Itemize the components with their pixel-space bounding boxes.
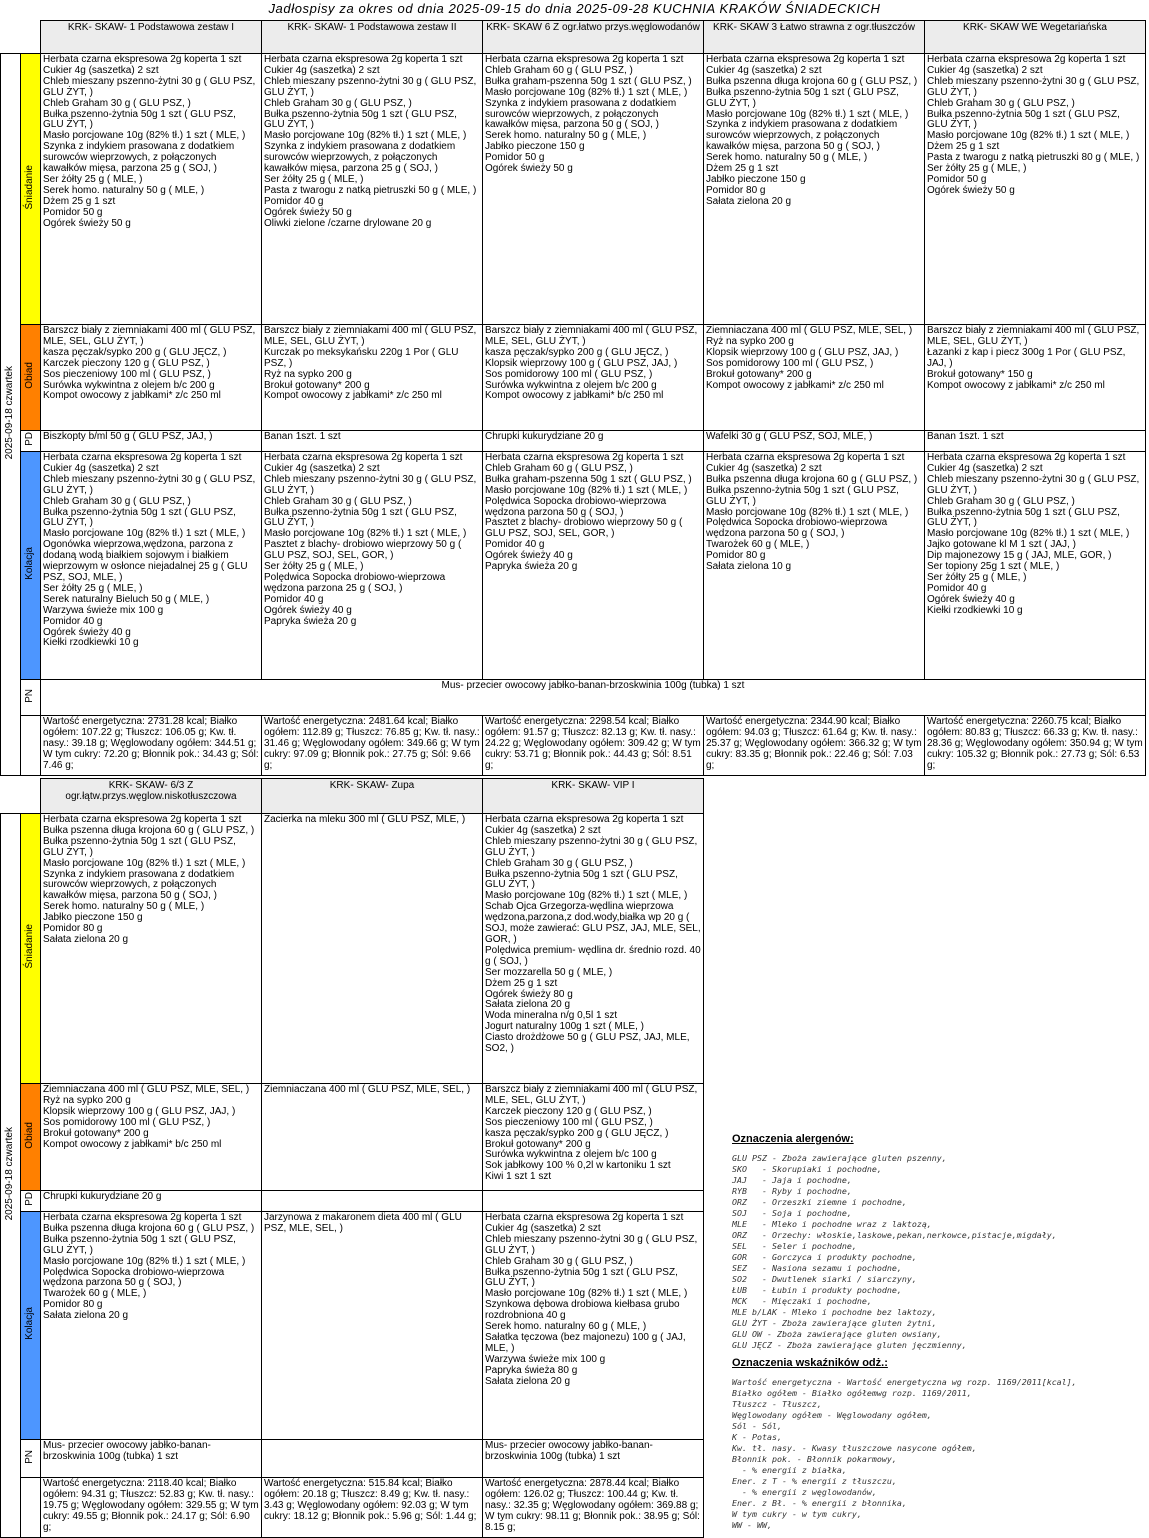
- allergen-item: MLE - Mleko i pochodne wraz z laktozą,: [732, 1219, 932, 1229]
- menu-cell: Herbata czarna ekspresowa 2g koperta 1 szt Chleb Graham 60 g ( GLU PSZ, ) Bułka graham-pszenna 50g 1 szt ( GLU PSZ, ) Masło porcjowane 10g (82% tł.) 1 szt ( MLE, ) Polędwica Sopocka drobiowo-wieprzowa wędzona parzona 50 g ( SOJ, ) Pasztet z blachy- drobiowo wieprzowy 50 g ( GLU PSZ, SOJ, SEL, GOR, ) Pomidor 40 g Ogórek świeży 40 g Papryka świeża 20 g: [483, 452, 704, 680]
- menu-cell: Zacierka na mleku 300 ml ( GLU PSZ, MLE, ): [262, 814, 483, 1084]
- menu-cell: Herbata czarna ekspresowa 2g koperta 1 szt Cukier 4g (saszetka) 2 szt Chleb mieszany pszenno-żytni 30 g ( GLU PSZ, GLU ŻYT, ) Chleb Graham 30 g ( GLU PSZ, ) Bułka pszenno-żytnia 50g 1 szt ( GLU PSZ, GLU ŻYT, ) Masło porcjowane 10g (82% tł.) 1 szt ( MLE, ) Pasztet z blachy- drobiowo wieprzowy 50 g ( GLU PSZ, SOJ, SEL, GOR, ) Ser żółty 25 g ( MLE, ) Polędwica Sopocka drobiowo-wieprzowa wędzona parzona 25 g ( SOJ, ) Pomidor 40 g Ogórek świeży 40 g Papryka świeża 20 g: [262, 452, 483, 680]
- row-nutrition: [1, 716, 1146, 776]
- menu-cell: Herbata czarna ekspresowa 2g koperta 1 szt Bułka pszenna długa krojona 60 g ( GLU PSZ, ) Bułka pszenno-żytnia 50g 1 szt ( GLU PSZ, GLU ŻYT, ) Masło porcjowane 10g (82% tł.) 1 szt ( MLE, ) Szynka z indykiem prasowana z dodatkiem surowców wieprzowych, z połączonych kawałków mięsa, parzona 50 g ( SOJ, ) Serek homo. naturalny 50 g ( MLE, ) Jabłko pieczone 150 g Pomidor 80 g Sałata zielona 20 g: [41, 814, 262, 1084]
- allergen-item: ŁUB - Łubin i produkty pochodne,: [732, 1285, 902, 1295]
- allergen-item: SEZ - Nasiona sezamu i pochodne,: [732, 1263, 902, 1273]
- date-label: 2025-09-18 czwartek: [4, 365, 16, 460]
- menu-cell: Wafelki 30 g ( GLU PSZ, SOJ, MLE, ): [704, 431, 925, 452]
- menu-cell: Ziemniaczana 400 ml ( GLU PSZ, MLE, SEL, ) Ryż na sypko 200 g Klopsik wieprzowy 100 g ( GLU PSZ, JAJ, ) Sos pomidorowy 100 ml ( GLU PSZ, ) Brokuł gotowany* 200 g Kompot owocowy z jabłkami* z/c 250 ml: [704, 325, 925, 431]
- nutrition-cell: Wartość energetyczna: 2481.64 kcal; Białko ogółem: 112.89 g; Tłuszcz: 76.85 g; Kw. tł. nasy.: 31.46 g; Węglowodany ogółem: 349.66 g; W tym cukry: 97.09 g; Błonnik pok.: 27.75 g; Sól: 9.66 g;: [262, 716, 483, 776]
- diet-header: KRK- SKAW- Zupa: [262, 779, 483, 814]
- menu-table-2: [0, 778, 704, 1538]
- header-row: [1, 21, 1146, 54]
- menu-cell: Barszcz biały z ziemniakami 400 ml ( GLU PSZ, MLE, SEL, GLU ŻYT, ) kasza pęczak/sypko 200 g ( GLU JĘCZ, ) Klopsik wieprzowy 100 g ( GLU PSZ, JAJ, ) Sos pomidorowy 100 ml ( GLU PSZ, ) Surówka wykwintna z olejem b/c 200 g Kompot owocowy z jabłkami* b/c 250 ml: [483, 325, 704, 431]
- allergen-legend-title: Oznaczenia alergenów:: [732, 1133, 854, 1145]
- diet-header: KRK- SKAW- 1 Podstawowa zestaw II: [262, 21, 483, 54]
- indicator-item: Błonnik pok. - Błonnik pokarmowy,: [732, 1454, 897, 1464]
- row-obiad: [1, 325, 1146, 431]
- allergen-item: MLE b/LAK - Mleko i pochodne bez laktozy,: [732, 1307, 937, 1317]
- menu-cell: Ziemniaczana 400 ml ( GLU PSZ, MLE, SEL, ): [262, 1084, 483, 1191]
- diet-header: KRK- SKAW WE Wegetariańska: [925, 21, 1146, 54]
- nutrition-cell: Wartość energetyczna: 2878.44 kcal; Białko ogółem: 126.02 g; Tłuszcz: 100.44 g; Kw. tł. nasy.: 32.35 g; Węglowodany ogółem: 369.88 g; W tym cukry: 98.11 g; Błonnik pok.: 38.95 g; Sól: 8.15 g;: [483, 1478, 704, 1538]
- meal-label-pd: PD: [21, 431, 41, 452]
- allergen-item: SKO - Skorupiaki i pochodne,: [732, 1164, 882, 1174]
- menu-cell: [262, 1191, 483, 1212]
- indicator-item: Tłuszcz - Tłuszcz,: [732, 1399, 822, 1409]
- menu-cell: Banan 1szt. 1 szt: [262, 431, 483, 452]
- row-kolacja: [1, 1212, 704, 1440]
- indicator-item: WW - WW,: [732, 1520, 772, 1530]
- indicator-item: Ener. z Bł. - % energii z błonnika,: [732, 1498, 907, 1508]
- nutrition-cell: Wartość energetyczna: 2298.54 kcal; Białko ogółem: 91.57 g; Tłuszcz: 82.13 g; Kw. tł. nasy.: 24.22 g; Węglowodany ogółem: 309.42 g; W tym cukry: 53.71 g; Błonnik pok.: 44.43 g; Sól: 8.51 g;: [483, 716, 704, 776]
- diet-header: KRK- SKAW- 6/3 Z ogr.łątw.przys.węglow.niskotłuszczowa: [41, 779, 262, 814]
- menu-cell: Chrupki kukurydziane 20 g: [41, 1191, 262, 1212]
- allergen-item: GLU OW - Zboża zawierające gluten owsiany,: [732, 1329, 942, 1339]
- menu-cell: Ziemniaczana 400 ml ( GLU PSZ, MLE, SEL, ) Ryż na sypko 200 g Klopsik wieprzowy 100 g ( GLU PSZ, JAJ, ) Sos pomidorowy 100 ml ( GLU PSZ, ) Brokuł gotowany* 200 g Kompot owocowy z jabłkami* b/c 250 ml: [41, 1084, 262, 1191]
- allergen-item: GLU JĘCZ - Zboża zawierające gluten jęczmienny,: [732, 1340, 967, 1350]
- menu-cell: Herbata czarna ekspresowa 2g koperta 1 szt Cukier 4g (saszetka) 2 szt Chleb mieszany pszenno-żytni 30 g ( GLU PSZ, GLU ŻYT, ) Chleb Graham 30 g ( GLU PSZ, ) Bułka pszenno-żytnia 50g 1 szt ( GLU PSZ, GLU ŻYT, ) Masło porcjowane 10g (82% tł.) 1 szt ( MLE, ) Ogonówka wieprzowa,wędzona, parzona z dodaną wodą białkiem sojowym i białkiem wieprzowym w osłonce niejadalnej 25 g ( GLU PSZ, SOJ, MLE, ) Ser żółty 25 g ( MLE, ) Serek naturalny Bieluch 50 g ( MLE, ) Warzywa świeże mix 100 g Pomidor 40 g Ogórek świeży 40 g Kiełki rzodkiewki 10 g: [41, 452, 262, 680]
- indicator-item: - % energii z węglowodanów,: [732, 1487, 877, 1497]
- menu-cell: Herbata czarna ekspresowa 2g koperta 1 szt Cukier 4g (saszetka) 2 szt Chleb mieszany pszenno-żytni 30 g ( GLU PSZ, GLU ŻYT, ) Chleb Graham 30 g ( GLU PSZ, ) Bułka pszenno-żytnia 50g 1 szt ( GLU PSZ, GLU ŻYT, ) Masło porcjowane 10g (82% tł.) 1 szt ( MLE, ) Szynkowa dębowa drobiowa kiełbasa grubo rozdrobniona 40 g Serek homo. naturalny 60 g ( MLE, ) Sałatka tęczowa (bez majonezu) 100 g ( JAJ, MLE, ) Warzywa świeże mix 100 g Papryka świeża 80 g Sałata zielona 20 g: [483, 1212, 704, 1440]
- menu-cell: Banan 1szt. 1 szt: [925, 431, 1146, 452]
- meal-label-kolacja: Kolacja: [21, 1212, 41, 1440]
- diet-header: KRK- SKAW- VIP I: [483, 779, 704, 814]
- row-sniadanie: [1, 814, 704, 1084]
- allergen-item: SEL - Seler i pochodne,: [732, 1241, 857, 1251]
- row-obiad: [1, 1084, 704, 1191]
- page-title: Jadłospisy za okres od dnia 2025-09-15 do dnia 2025-09-28 KUCHNIA KRAKÓW ŚNIADECKICH: [268, 1, 881, 16]
- allergen-item: GOR - Gorczyca i produkty pochodne,: [732, 1252, 917, 1262]
- nutrition-cell: Wartość energetyczna: 2118.40 kcal; Białko ogółem: 94.31 g; Tłuszcz: 52.83 g; Kw. tł. nasy.: 19.75 g; Węglowodany ogółem: 329.55 g; W tym cukry: 49.55 g; Błonnik pok.: 24.17 g; Sól: 6.90 g;: [41, 1478, 262, 1538]
- diet-header: KRK- SKAW 3 Łatwo strawna z ogr.tłuszczów: [704, 21, 925, 54]
- date-cell: [1, 54, 21, 776]
- menu-cell-pn: Mus- przecier owocowy jabłko-banan-brzoskwinia 100g (tubka) 1 szt: [41, 1440, 262, 1478]
- menu-cell-pn: Mus- przecier owocowy jabłko-banan-brzoskwinia 100g (tubka) 1 szt: [483, 1440, 704, 1478]
- allergen-item: GLU ŻYT - Zboża zawierające gluten żytni,: [732, 1318, 937, 1328]
- row-sniadanie: [1, 54, 1146, 325]
- allergen-item: JAJ - Jaja i pochodne,: [732, 1175, 852, 1185]
- allergen-item: SOJ - Soja i pochodne,: [732, 1208, 852, 1218]
- indicator-item: Białko ogółem - Białko ogółemwg rozp. 1169/2011,: [732, 1388, 972, 1398]
- menu-cell: Biszkopty b/ml 50 g ( GLU PSZ, JAJ, ): [41, 431, 262, 452]
- allergen-list: [732, 1153, 1142, 1351]
- allergen-item: ORZ - Orzechy: włoskie,laskowe,pekan,nerkowce,pistacje,migdały,: [732, 1230, 1057, 1240]
- diet-header: KRK- SKAW 6 Z ogr.łatwo przys.węglowodanów: [483, 21, 704, 54]
- row-pd: [1, 431, 1146, 452]
- menu-cell: Chrupki kukurydziane 20 g: [483, 431, 704, 452]
- meal-label-kolacja: Kolacja: [21, 452, 41, 680]
- menu-cell: [483, 1191, 704, 1212]
- date-label: 2025-09-18 czwartek: [4, 1126, 16, 1221]
- meal-label-pn: PN: [21, 1440, 41, 1478]
- row-pd: [1, 1191, 704, 1212]
- menu-cell-pn: Mus- przecier owocowy jabłko-banan-brzoskwinia 100g (tubka) 1 szt: [41, 680, 1146, 716]
- meal-label-obiad: Obiad: [21, 1084, 41, 1191]
- nutrition-cell: Wartość energetyczna: 2344.90 kcal; Białko ogółem: 94.03 g; Tłuszcz: 61.64 g; Kw. tł. nasy.: 25.37 g; Węglowodany ogółem: 366.32 g; W tym cukry: 83.35 g; Błonnik pok.: 22.46 g; Sól: 7.03 g;: [704, 716, 925, 776]
- indicator-legend-title: Oznaczenia wskaźników odż.:: [732, 1357, 888, 1369]
- indicator-list: [732, 1377, 1142, 1531]
- indicator-item: Sól - Sól,: [732, 1421, 782, 1431]
- indicator-item: Ener. z T - % energii z tłuszczu,: [732, 1476, 897, 1486]
- menu-cell: Herbata czarna ekspresowa 2g koperta 1 szt Bułka pszenna długa krojona 60 g ( GLU PSZ, ) Bułka pszenno-żytnia 50g 1 szt ( GLU PSZ, GLU ŻYT, ) Masło porcjowane 10g (82% tł.) 1 szt ( MLE, ) Polędwica Sopocka drobiowo-wieprzowa wędzona parzona 50 g ( SOJ, ) Twarożek 60 g ( MLE, ) Pomidor 80 g Sałata zielona 20 g: [41, 1212, 262, 1440]
- nutrition-cell: Wartość energetyczna: 2731.28 kcal; Białko ogółem: 107.22 g; Tłuszcz: 106.05 g; Kw. tł. nasy.: 39.18 g; Węglowodany ogółem: 344.51 g; W tym cukry: 72.20 g; Błonnik pok.: 34.43 g; Sól: 7.46 g;: [41, 716, 262, 776]
- row-pn: [1, 1440, 704, 1478]
- menu-cell: Herbata czarna ekspresowa 2g koperta 1 szt Cukier 4g (saszetka) 2 szt Chleb mieszany pszenno-żytni 30 g ( GLU PSZ, GLU ŻYT, ) Chleb Graham 30 g ( GLU PSZ, ) Bułka pszenno-żytnia 50g 1 szt ( GLU PSZ, GLU ŻYT, ) Masło porcjowane 10g (82% tł.) 1 szt ( MLE, ) Schab Ojca Grzegorza-wędlina wieprzowa wędzona,parzona,z dod.wody,białka wp 20 g ( SOJ, może zawierać: GLU PSZ, JAJ, MLE, SEL, GOR, ) Polędwica premium- wędlina dr. średnio rozd. 40 g ( SOJ, ) Ser mozzarella 50 g ( MLE, ) Dżem 25 g 1 szt Ogórek świeży 80 g Sałata zielona 20 g Woda mineralna n/g 0,5l 1 szt Jogurt naturalny 100g 1 szt ( MLE, ) Ciasto drożdżowe 50 g ( GLU PSZ, JAJ, MLE, SO2, ): [483, 814, 704, 1084]
- menu-cell: Herbata czarna ekspresowa 2g koperta 1 szt Cukier 4g (saszetka) 2 szt Chleb mieszany pszenno-żytni 30 g ( GLU PSZ, GLU ŻYT, ) Chleb Graham 30 g ( GLU PSZ, ) Bułka pszenno-żytnia 50g 1 szt ( GLU PSZ, GLU ŻYT, ) Masło porcjowane 10g (82% tł.) 1 szt ( MLE, ) Szynka z indykiem prasowana z dodatkiem surowców wieprzowych, z połączonych kawałków mięsa, parzona 25 g ( SOJ, ) Ser żółty 25 g ( MLE, ) Pasta z twarogu z natką pietruszki 50 g ( MLE, ) Pomidor 40 g Ogórek świeży 50 g Oliwki zielone /czarne drylowane 20 g: [262, 54, 483, 325]
- nutrition-cell: Wartość energetyczna: 515.84 kcal; Białko ogółem: 20.18 g; Tłuszcz: 8.49 g; Kw. tł. nasy.: 3.43 g; Węglowodany ogółem: 92.03 g; W tym cukry: 18.12 g; Błonnik pok.: 5.96 g; Sól: 1.44 g;: [262, 1478, 483, 1538]
- menu-cell: Barszcz biały z ziemniakami 400 ml ( GLU PSZ, MLE, SEL, GLU ŻYT, ) Karczek pieczony 120 g ( GLU PSZ, ) Sos pieczeniowy 100 ml ( GLU PSZ, ) kasza pęczak/sypko 200 g ( GLU JĘCZ, ) Brokuł gotowany* 200 g Surówka wykwintna z olejem b/c 100 g Sok jabłkowy 100 % 0,2l w kartoniku 1 szt Kiwi 1 szt 1 szt: [483, 1084, 704, 1191]
- row-kolacja: [1, 452, 1146, 680]
- meal-label-sniadanie: Śniadanie: [21, 814, 41, 1084]
- indicator-item: Wartość energetyczna - Wartość energetyczna wg rozp. 1169/2011[kcal],: [732, 1377, 1077, 1387]
- menu-cell: Herbata czarna ekspresowa 2g koperta 1 szt Cukier 4g (saszetka) 2 szt Chleb mieszany pszenno-żytni 30 g ( GLU PSZ, GLU ŻYT, ) Chleb Graham 30 g ( GLU PSZ, ) Bułka pszenno-żytnia 50g 1 szt ( GLU PSZ, GLU ŻYT, ) Masło porcjowane 10g (82% tł.) 1 szt ( MLE, ) Jajko gotowane kl M 1 szt ( JAJ, ) Dip majonezowy 15 g ( JAJ, MLE, GOR, ) Ser topiony 25g 1 szt ( MLE, ) Ser żółty 25 g ( MLE, ) Pomidor 40 g Ogórek świeży 40 g Kiełki rzodkiewki 10 g: [925, 452, 1146, 680]
- date-cell: [1, 814, 21, 1538]
- menu-cell: Herbata czarna ekspresowa 2g koperta 1 szt Cukier 4g (saszetka) 2 szt Chleb mieszany pszenno-żytni 30 g ( GLU PSZ, GLU ŻYT, ) Chleb Graham 30 g ( GLU PSZ, ) Bułka pszenno-żytnia 50g 1 szt ( GLU PSZ, GLU ŻYT, ) Masło porcjowane 10g (82% tł.) 1 szt ( MLE, ) Szynka z indykiem prasowana z dodatkiem surowców wieprzowych, z połączonych kawałków mięsa, parzona 25 g ( SOJ, ) Ser żółty 25 g ( MLE, ) Serek homo. naturalny 50 g ( MLE, ) Dżem 25 g 1 szt Pomidor 50 g Ogórek świeży 50 g: [41, 54, 262, 325]
- indicator-item: K - Potas,: [732, 1432, 782, 1442]
- menu-cell: Herbata czarna ekspresowa 2g koperta 1 szt Cukier 4g (saszetka) 2 szt Bułka pszenna długa krojona 60 g ( GLU PSZ, ) Bułka pszenno-żytnia 50g 1 szt ( GLU PSZ, GLU ŻYT, ) Masło porcjowane 10g (82% tł.) 1 szt ( MLE, ) Polędwica Sopocka drobiowo-wieprzowa wędzona parzona 50 g ( SOJ, ) Twarożek 60 g ( MLE, ) Pomidor 80 g Sałata zielona 10 g: [704, 452, 925, 680]
- menu-cell: Jarzynowa z makaronem dieta 400 ml ( GLU PSZ, MLE, SEL, ): [262, 1212, 483, 1440]
- allergen-item: GLU PSZ - Zboża zawierające gluten pszenny,: [732, 1153, 947, 1163]
- meal-label-sniadanie: Śniadanie: [21, 54, 41, 325]
- menu-cell-pn: [262, 1440, 483, 1478]
- allergen-item: SO2 - Dwutlenek siarki / siarczyny,: [732, 1274, 917, 1284]
- menu-cell: Herbata czarna ekspresowa 2g koperta 1 szt Chleb Graham 60 g ( GLU PSZ, ) Bułka graham-pszenna 50g 1 szt ( GLU PSZ, ) Masło porcjowane 10g (82% tł.) 1 szt ( MLE, ) Szynka z indykiem prasowana z dodatkiem surowców wieprzowych, z połączonych kawałków mięsa, parzona 50 g ( SOJ, ) Serek homo. naturalny 50 g ( MLE, ) Jabłko pieczone 150 g Pomidor 50 g Ogórek świeży 50 g: [483, 54, 704, 325]
- menu-cell: Barszcz biały z ziemniakami 400 ml ( GLU PSZ, MLE, SEL, GLU ŻYT, ) Kurczak po meksykańsku 220g 1 Por ( GLU PSZ, ) Ryż na sypko 200 g Brokuł gotowany* 200 g Kompot owocowy z jabłkami* z/c 250 ml: [262, 325, 483, 431]
- allergen-item: MCK - Mięczaki i pochodne,: [732, 1296, 872, 1306]
- indicator-item: - % energii z białka,: [732, 1465, 847, 1475]
- indicator-item: Węglowodany ogółem - Węglowodany ogółem,: [732, 1410, 932, 1420]
- indicator-item: W tym cukry - w tym cukry,: [732, 1509, 862, 1519]
- legend: [732, 1133, 1142, 1531]
- meal-label-pd: PD: [21, 1191, 41, 1212]
- meal-label-obiad: Obiad: [21, 325, 41, 431]
- header-row: [1, 779, 704, 814]
- menu-cell: Herbata czarna ekspresowa 2g koperta 1 szt Cukier 4g (saszetka) 2 szt Chleb mieszany pszenno-żytni 30 g ( GLU PSZ, GLU ŻYT, ) Chleb Graham 30 g ( GLU PSZ, ) Bułka pszenno-żytnia 50g 1 szt ( GLU PSZ, GLU ŻYT, ) Masło porcjowane 10g (82% tł.) 1 szt ( MLE, ) Dżem 25 g 1 szt Pasta z twarogu z natką pietruszki 80 g ( MLE, ) Ser żółty 25 g ( MLE, ) Pomidor 50 g Ogórek świeży 50 g: [925, 54, 1146, 325]
- menu-table-1: [0, 20, 1146, 776]
- nutrition-cell: Wartość energetyczna: 2260.75 kcal; Białko ogółem: 80.83 g; Tłuszcz: 66.33 g; Kw. tł. nasy.: 28.36 g; Węglowodany ogółem: 350.94 g; W tym cukry: 105.32 g; Błonnik pok.: 27.73 g; Sól: 6.53 g;: [925, 716, 1146, 776]
- meal-label-pn: PN: [21, 680, 41, 716]
- diet-header: KRK- SKAW- 1 Podstawowa zestaw I: [41, 21, 262, 54]
- row-nutrition: [1, 1478, 704, 1538]
- allergen-item: ORZ - Orzeszki ziemne i pochodne,: [732, 1197, 907, 1207]
- indicator-item: Kw. tł. nasy. - Kwasy tłuszczowe nasycone ogółem,: [732, 1443, 977, 1453]
- row-pn: [1, 680, 1146, 716]
- menu-cell: Barszcz biały z ziemniakami 400 ml ( GLU PSZ, MLE, SEL, GLU ŻYT, ) kasza pęczak/sypko 200 g ( GLU JĘCZ, ) Karczek pieczony 120 g ( GLU PSZ, ) Sos pieczeniowy 100 ml ( GLU PSZ, ) Surówka wykwintna z olejem b/c 200 g Kompot owocowy z jabłkami* z/c 250 ml: [41, 325, 262, 431]
- allergen-item: RYB - Ryby i pochodne,: [732, 1186, 852, 1196]
- menu-cell: Barszcz biały z ziemniakami 400 ml ( GLU PSZ, MLE, SEL, GLU ŻYT, ) Łazanki z kap i piecz 300g 1 Por ( GLU PSZ, JAJ, ) Brokuł gotowany* 150 g Kompot owocowy z jabłkami* z/c 250 ml: [925, 325, 1146, 431]
- menu-cell: Herbata czarna ekspresowa 2g koperta 1 szt Cukier 4g (saszetka) 2 szt Bułka pszenna długa krojona 60 g ( GLU PSZ, ) Bułka pszenno-żytnia 50g 1 szt ( GLU PSZ, GLU ŻYT, ) Masło porcjowane 10g (82% tł.) 1 szt ( MLE, ) Szynka z indykiem prasowana z dodatkiem surowców wieprzowych, z połączonych kawałków mięsa, parzona 50 g ( SOJ, ) Serek homo. naturalny 50 g ( MLE, ) Dżem 25 g 1 szt Jabłko pieczone 150 g Pomidor 80 g Sałata zielona 20 g: [704, 54, 925, 325]
